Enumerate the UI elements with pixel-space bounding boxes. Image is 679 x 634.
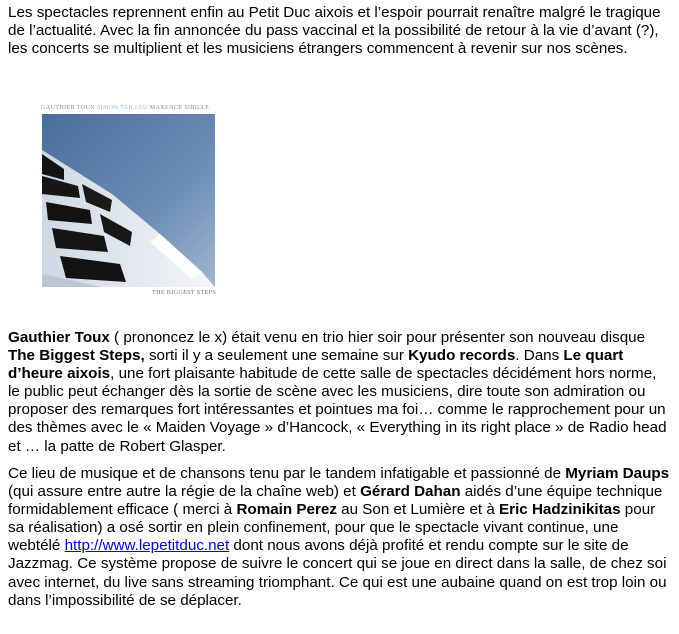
person-romain-perez: Romain Perez bbox=[236, 501, 337, 519]
person-gerard-dahan: Gérard Dahan bbox=[360, 483, 461, 501]
webtv-link[interactable]: http://www.lepetitduc.net bbox=[64, 537, 230, 555]
venue-text-5: pour sa réalisation) a osé sortir en plein confinement, pour que le spectacle vivant continue, une webtélé bbox=[8, 501, 656, 555]
review-text-3: . Dans bbox=[515, 347, 564, 365]
venue-text-3: aidés d’une équipe technique formidablement efficace ( merci à bbox=[8, 483, 663, 519]
venue-text-2: (qui assure entre autre la régie de la chaîne web) et bbox=[8, 483, 361, 501]
album-cover-artist-3: MAXENCE SIBILLE bbox=[149, 104, 210, 111]
album-cover-credits bbox=[41, 104, 219, 111]
artist-name: Gauthier Toux bbox=[8, 329, 110, 346]
venue-text-6: dont nous avons déjà profité et rendu compte sur le site de Jazzmag. Ce système propose de suivre le concert qui se joue en direct dans la salle, de chez soi avec internet, du live sans streaming triomphant. Ce qui est une aubaine quand on est trop loin ou dans l’impossibilité de se déplacer. bbox=[8, 537, 667, 609]
venue-text-1: Ce lieu de musique et de chansons tenu par le tandem infatigable et passionné de bbox=[8, 465, 566, 482]
album-cover-artist-1: GAUTHIER TOUX bbox=[41, 104, 96, 111]
person-eric-hadzinikitas: Eric Hadzinikitas bbox=[499, 501, 621, 519]
venue-text-4: au Son et Lumière et à bbox=[336, 501, 500, 519]
review-paragraph bbox=[8, 329, 672, 456]
review-text-4: , une fort plaisante habitude de cette salle de spectacles décidément hors norme, le public peut échanger dès la sortie de scène avec les musiciens, dire toute son admiration ou proposer des remarques fort intéressantes et pointues ma foi… comme le rapprochement pour un des thèmes avec le « Maiden Voyage » d’Hancock, « Everything in its right place » de Radio head et … la patte de Robert Glasper. bbox=[8, 365, 667, 455]
album-cover-artist-2: SIMON TAILLEU bbox=[96, 104, 148, 111]
album-cover-artwork bbox=[42, 114, 215, 287]
person-myriam-daups: Myriam Daups bbox=[565, 465, 670, 482]
review-text-2: sorti il y a seulement une semaine sur bbox=[144, 347, 409, 365]
event-name: Le quart d’heure aixois bbox=[8, 347, 624, 383]
record-label: Kyudo records bbox=[408, 347, 516, 365]
album-name: The Biggest Steps, bbox=[8, 347, 145, 365]
album-cover bbox=[37, 100, 219, 296]
intro-text: Les spectacles reprennent enfin au Petit Duc aixois et l’espoir pourrait renaître malgré le tragique de l’actualité. Avec la fin annoncée du pass vaccinal et la possibilité de retour à la vie d’avant (?), les concerts se multiplient et les musiciens étrangers commencent à revenir sur nos scènes. bbox=[8, 4, 661, 58]
intro-paragraph bbox=[8, 4, 668, 58]
album-cover-title: THE BIGGEST STEPS bbox=[152, 289, 217, 296]
venue-paragraph bbox=[8, 465, 672, 610]
review-text-1: ( prononcez le x) était venu en trio hier soir pour présenter son nouveau disque bbox=[109, 329, 646, 346]
